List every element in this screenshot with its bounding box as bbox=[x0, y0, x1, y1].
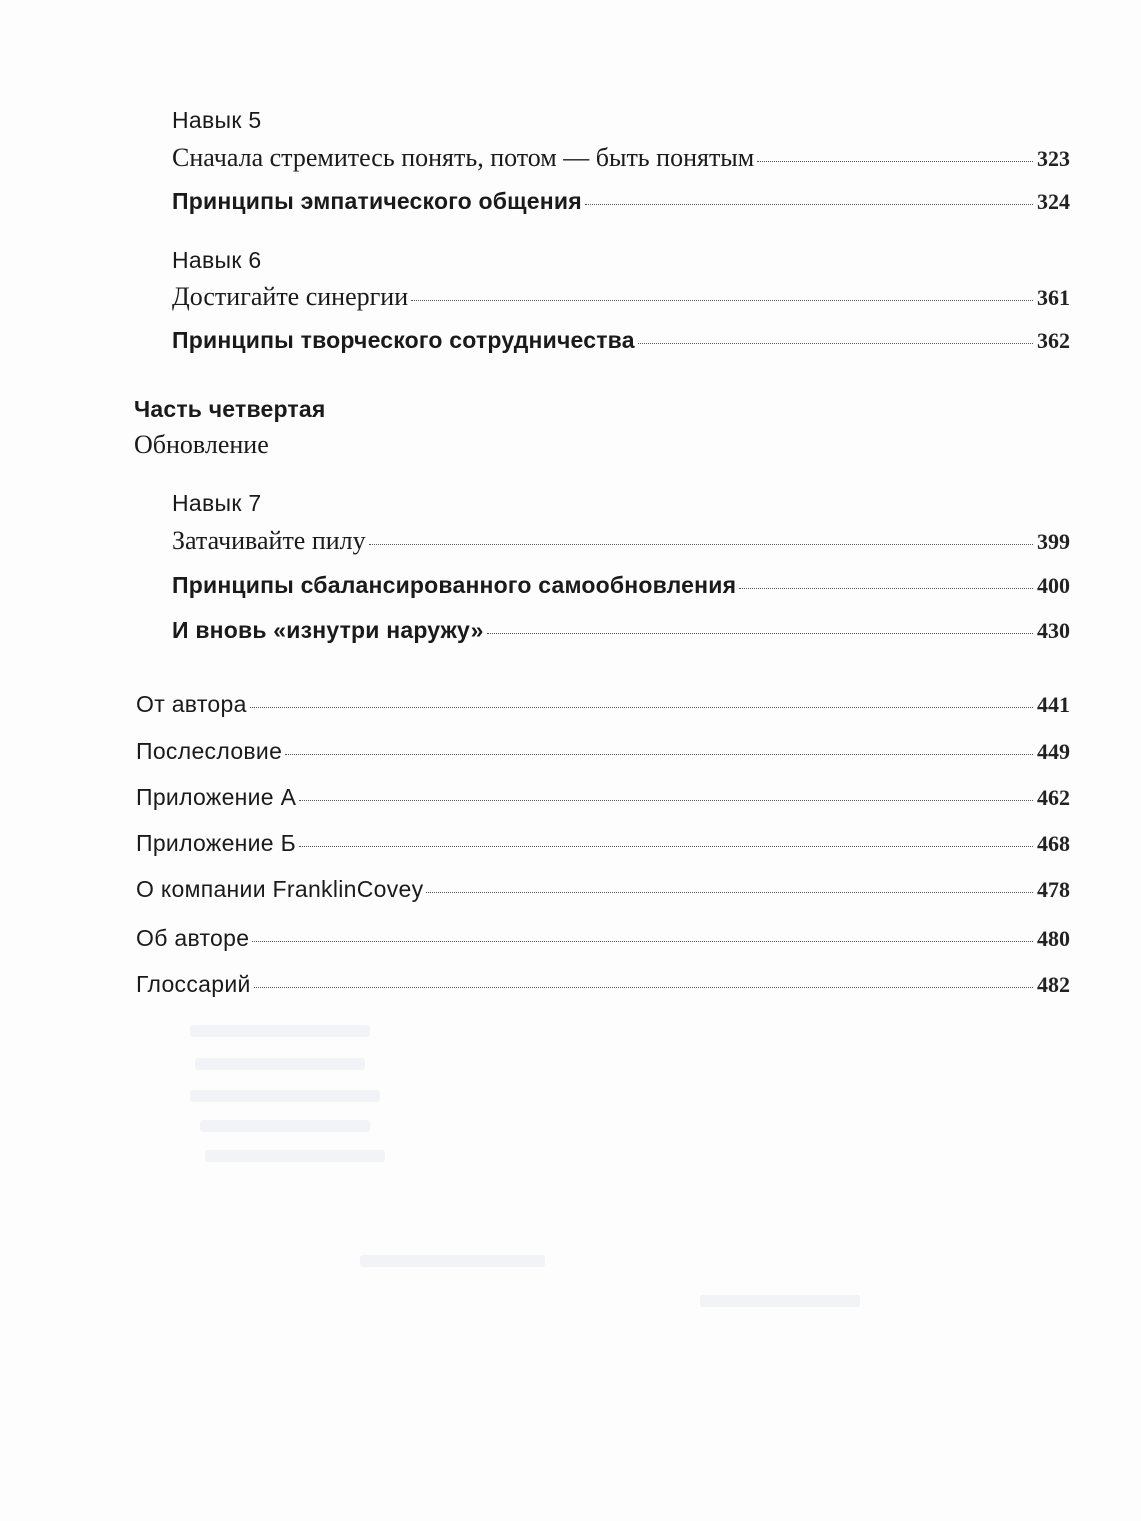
dot-leader bbox=[299, 846, 1033, 847]
dot-leader bbox=[585, 204, 1033, 205]
toc-entry-title: Принципы сбалансированного самообновления bbox=[172, 572, 737, 598]
toc-entry-habit-7-principles[interactable] bbox=[172, 572, 1070, 599]
toc-entry-title: Достигайте синергии bbox=[172, 282, 409, 311]
page-number: 478 bbox=[1037, 877, 1070, 902]
dot-leader bbox=[285, 754, 1033, 755]
page-number: 323 bbox=[1037, 146, 1070, 171]
page-number: 449 bbox=[1037, 739, 1070, 764]
toc-entry-habit-6[interactable] bbox=[172, 282, 1070, 312]
toc-entry-title: Приложение А bbox=[136, 784, 297, 810]
toc-entry-afterword[interactable] bbox=[136, 738, 1070, 765]
page-number: 400 bbox=[1037, 573, 1070, 598]
toc-entry-appendix-b[interactable] bbox=[136, 830, 1070, 857]
toc-entry-title: Принципы эмпатического общения bbox=[172, 188, 582, 214]
toc-entry-title: О компании FranklinCovey bbox=[136, 876, 424, 902]
toc-entry-from-author[interactable] bbox=[136, 691, 1070, 718]
dot-leader bbox=[250, 707, 1033, 708]
toc-entry-title: И вновь «изнутри наружу» bbox=[172, 617, 484, 643]
show-through-mark bbox=[190, 1090, 380, 1102]
dot-leader bbox=[487, 633, 1033, 634]
toc-entry-habit-6-principles[interactable] bbox=[172, 327, 1070, 354]
toc-entry-title: Принципы творческого сотрудничества bbox=[172, 327, 635, 353]
page-number: 480 bbox=[1037, 926, 1070, 951]
show-through-mark bbox=[195, 1058, 365, 1070]
page-number: 362 bbox=[1037, 328, 1070, 353]
part-4-label: Часть четвертая bbox=[134, 396, 326, 422]
show-through-mark bbox=[200, 1120, 370, 1132]
toc-entry-about-author[interactable] bbox=[136, 925, 1070, 952]
page-number: 462 bbox=[1037, 785, 1070, 810]
page-number: 361 bbox=[1037, 285, 1070, 310]
toc-entry-habit-5[interactable] bbox=[172, 143, 1070, 173]
dot-leader bbox=[299, 800, 1033, 801]
dot-leader bbox=[411, 300, 1033, 301]
toc-entry-franklincovey[interactable] bbox=[136, 876, 1070, 903]
dot-leader bbox=[638, 343, 1033, 344]
dot-leader bbox=[369, 544, 1033, 545]
toc-entry-title: От автора bbox=[136, 691, 247, 717]
toc-entry-title: Глоссарий bbox=[136, 971, 251, 997]
show-through-mark bbox=[700, 1295, 860, 1307]
page-number: 430 bbox=[1037, 618, 1070, 643]
dot-leader bbox=[739, 588, 1033, 589]
habit-7-label: Навык 7 bbox=[172, 490, 262, 516]
dot-leader bbox=[254, 987, 1033, 988]
dot-leader bbox=[252, 941, 1033, 942]
toc-entry-title: Сначала стремитесь понять, потом — быть понятым bbox=[172, 143, 755, 172]
show-through-mark bbox=[360, 1255, 545, 1267]
habit-5-label: Навык 5 bbox=[172, 107, 262, 133]
page-number: 399 bbox=[1037, 529, 1070, 554]
toc-entry-habit-7[interactable] bbox=[172, 526, 1070, 556]
toc-entry-habit-5-principles[interactable] bbox=[172, 188, 1070, 215]
toc-entry-glossary[interactable] bbox=[136, 971, 1070, 998]
dot-leader bbox=[757, 161, 1033, 162]
page-number: 468 bbox=[1037, 831, 1070, 856]
toc-entry-appendix-a[interactable] bbox=[136, 784, 1070, 811]
show-through-mark bbox=[205, 1150, 385, 1162]
part-4-title: Обновление bbox=[134, 430, 269, 459]
dot-leader bbox=[426, 892, 1033, 893]
toc-entry-title: Затачивайте пилу bbox=[172, 526, 366, 555]
toc-entry-title: Об авторе bbox=[136, 925, 250, 951]
habit-6-label: Навык 6 bbox=[172, 247, 262, 273]
show-through-mark bbox=[190, 1025, 370, 1037]
toc-entry-title: Послесловие bbox=[136, 738, 283, 764]
page-number: 482 bbox=[1037, 972, 1070, 997]
page-number: 441 bbox=[1037, 692, 1070, 717]
page-number: 324 bbox=[1037, 189, 1070, 214]
toc-entry-inside-out[interactable] bbox=[172, 617, 1070, 644]
toc-entry-title: Приложение Б bbox=[136, 830, 296, 856]
